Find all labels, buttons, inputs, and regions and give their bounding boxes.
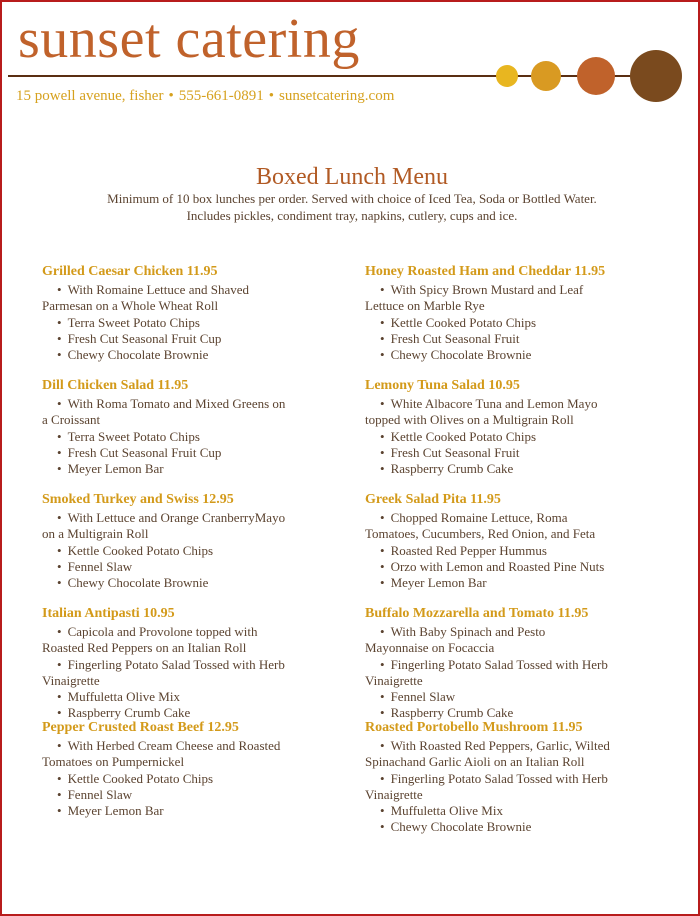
bullet-item: • Kettle Cooked Potato Chips (42, 771, 332, 787)
menu-item (42, 378, 332, 492)
menu-item-heading (365, 378, 655, 394)
brand-name: sunset catering (18, 8, 360, 70)
bullet-item: • Chewy Chocolate Brownie (365, 347, 655, 363)
dot-4 (630, 50, 682, 102)
menu-title: Boxed Lunch Menu (256, 164, 448, 190)
bullet-item: • Fingerling Potato Salad Tossed with Herb (365, 657, 655, 673)
bullet-continuation: Tomatoes, Cucumbers, Red Onion, and Feta (365, 526, 596, 542)
menu-item-name: Greek Salad Pita (365, 492, 467, 507)
phone: 555-661-0891 (178, 88, 264, 104)
bullet-item: • Kettle Cooked Potato Chips (42, 543, 332, 559)
bullet-item: • Meyer Lemon Bar (365, 575, 655, 591)
bullet-item: • With Roasted Red Peppers, Garlic, Wilted (365, 738, 655, 754)
menu-item (365, 606, 655, 720)
bullet-continuation: Mayonnaise on Focaccia (365, 640, 495, 656)
right-column (365, 264, 655, 834)
bullet-item: • White Albacore Tuna and Lemon Mayo (365, 396, 655, 412)
bullet-item: • Chopped Romaine Lettuce, Roma (365, 510, 655, 526)
menu-intro (2, 190, 700, 224)
bullet-item: • With Roma Tomato and Mixed Greens on (42, 396, 332, 412)
dot-3 (577, 57, 615, 95)
bullet-item: • Kettle Cooked Potato Chips (365, 429, 655, 445)
menu-item-heading (42, 378, 332, 394)
bullet-item: • Fresh Cut Seasonal Fruit Cup (42, 331, 332, 347)
menu-item-name: Dill Chicken Salad (42, 378, 155, 393)
menu-item-name: Roasted Portobello Mushroom (365, 720, 549, 735)
menu-item (365, 720, 655, 834)
dot-1 (496, 65, 518, 87)
bullet-item: • Muffuletta Olive Mix (42, 689, 332, 705)
menu-item-heading (365, 492, 655, 508)
menu-item-price: 11.95 (551, 720, 583, 735)
menu-item-price: 10.95 (143, 606, 175, 621)
menu-item (365, 378, 655, 492)
bullet-item: • Kettle Cooked Potato Chips (365, 315, 655, 331)
menu-item-name: Honey Roasted Ham and Cheddar (365, 264, 571, 279)
intro-line-1: Minimum of 10 box lunches per order. Served with choice of Iced Tea, Soda or Bottled Water. (107, 191, 597, 206)
bullet-continuation: topped with Olives on a Multigrain Roll (365, 412, 574, 428)
menu-item-price: 10.95 (488, 378, 520, 393)
menu-item (42, 720, 332, 834)
menu-item-name: Buffalo Mozzarella and Tomato (365, 606, 555, 621)
bullet-continuation: on a Multigrain Roll (42, 526, 149, 542)
intro-line-2: Includes pickles, condiment tray, napkins, cutlery, cups and ice. (186, 208, 518, 223)
bullet-continuation: Tomatoes on Pumpernickel (42, 754, 185, 770)
menu-item-heading (365, 606, 655, 622)
menu-item-price: 11.95 (574, 264, 606, 279)
bullet-item: • Fennel Slaw (365, 689, 655, 705)
bullet-item: • Roasted Red Pepper Hummus (365, 543, 655, 559)
menu-item-price: 12.95 (207, 720, 239, 735)
bullet-item: • Chewy Chocolate Brownie (365, 819, 655, 835)
bullet-item: • With Herbed Cream Cheese and Roasted (42, 738, 332, 754)
bullet-item: • With Baby Spinach and Pesto (365, 624, 655, 640)
menu-item-price: 11.95 (470, 492, 501, 507)
menu-item-heading (365, 264, 655, 280)
bullet-item: • Fennel Slaw (42, 559, 332, 575)
bullet-item: • Capicola and Provolone topped with (42, 624, 332, 640)
bullet-item: • Terra Sweet Potato Chips (42, 429, 332, 445)
bullet-item: • Fennel Slaw (42, 787, 332, 803)
menu-item-heading (42, 492, 332, 508)
bullet-item: • Fresh Cut Seasonal Fruit (365, 445, 655, 461)
menu-item (365, 492, 655, 606)
separator: • (268, 88, 274, 104)
menu-item-price: 11.95 (157, 378, 189, 393)
bullet-item: • Fingerling Potato Salad Tossed with Herb (365, 771, 655, 787)
bullet-item: • Fingerling Potato Salad Tossed with Herb (42, 657, 332, 673)
bullet-continuation: Vinaigrette (365, 672, 423, 688)
menu-item-name: Grilled Caesar Chicken (42, 264, 184, 279)
menu-item (42, 606, 332, 720)
bullet-continuation: Vinaigrette (42, 672, 100, 688)
bullet-continuation: Roasted Red Peppers on an Italian Roll (42, 640, 247, 656)
bullet-item: • Terra Sweet Potato Chips (42, 315, 332, 331)
bullet-item: • Fresh Cut Seasonal Fruit Cup (42, 445, 332, 461)
bullet-item: • Chewy Chocolate Brownie (42, 347, 332, 363)
menu-item-heading (365, 720, 655, 736)
menu-item-price: 11.95 (557, 606, 589, 621)
bullet-item: • With Spicy Brown Mustard and Leaf (365, 282, 655, 298)
menu-item-price: 11.95 (186, 264, 218, 279)
bullet-item: • Meyer Lemon Bar (42, 803, 332, 819)
menu-item-name: Smoked Turkey and Swiss (42, 492, 199, 507)
menu-item-heading (42, 264, 332, 280)
bullet-continuation: Parmesan on a Whole Wheat Roll (42, 298, 219, 314)
bullet-item: • Orzo with Lemon and Roasted Pine Nuts (365, 559, 655, 575)
bullet-continuation: a Croissant (42, 412, 101, 428)
bullet-item: • Muffuletta Olive Mix (365, 803, 655, 819)
menu-item-heading (42, 606, 332, 622)
bullet-item: • Raspberry Crumb Cake (365, 705, 655, 721)
menu-item (365, 264, 655, 378)
menu-item-name: Lemony Tuna Salad (365, 378, 485, 393)
bullet-item: • Meyer Lemon Bar (42, 461, 332, 477)
address: 15 powell avenue, fisher (16, 88, 164, 104)
dot-2 (531, 61, 561, 91)
bullet-item: • Raspberry Crumb Cake (42, 705, 332, 721)
menu-item-name: Italian Antipasti (42, 606, 140, 621)
bullet-continuation: Vinaigrette (365, 786, 423, 802)
bullet-item: • Raspberry Crumb Cake (365, 461, 655, 477)
menu-item-heading (42, 720, 332, 736)
contact-line (16, 88, 394, 105)
left-column (42, 264, 332, 834)
bullet-item: • Fresh Cut Seasonal Fruit (365, 331, 655, 347)
menu-item (42, 492, 332, 606)
bullet-continuation: Lettuce on Marble Rye (365, 298, 485, 314)
separator: • (168, 88, 174, 104)
website-link[interactable]: sunsetcatering.com (278, 88, 395, 104)
menu-item-name: Pepper Crusted Roast Beef (42, 720, 204, 735)
menu-item (42, 264, 332, 378)
bullet-continuation: Spinachand Garlic Aioli on an Italian Roll (365, 754, 585, 770)
menu-item-price: 12.95 (202, 492, 234, 507)
bullet-item: • With Lettuce and Orange CranberryMayo (42, 510, 332, 526)
bullet-item: • Chewy Chocolate Brownie (42, 575, 332, 591)
bullet-item: • With Romaine Lettuce and Shaved (42, 282, 332, 298)
